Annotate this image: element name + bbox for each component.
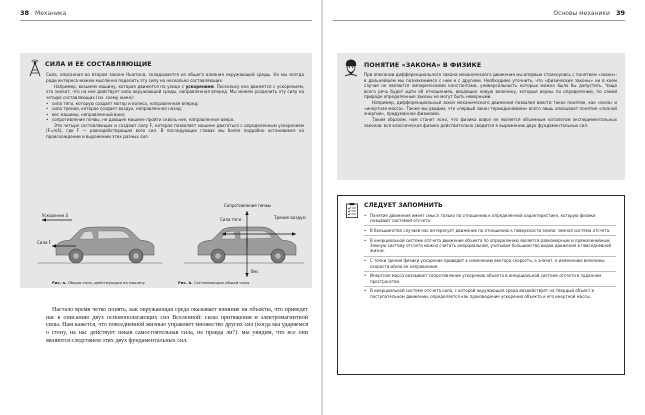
remember-title: СЛЕДУЕТ ЗАПОМНИТЬ <box>364 202 443 209</box>
caption-a-label: Рис. a. <box>52 280 67 285</box>
label-weight: Вес <box>251 269 259 274</box>
list-item: • В большинстве случаев нас интересует движение по отношению к поверхности земли: земная система отсчета. <box>364 228 616 236</box>
force-box-para3: Эти четыре составляющих и создают силу F, которая позволяет машине двигаться с определенным ускорением (F=mā), где F — равнодействующая всех сил. В последующих главах мы более подробно остановимся на происхождении и выражении этих разных сил. <box>46 122 304 140</box>
left-section-title: Механика <box>35 10 67 17</box>
label-ground-resistance: Сопротивление почвы <box>224 203 272 208</box>
force-box-para2-start: Например, возьмем машину, которая движется по улице с <box>54 83 186 89</box>
car-diagrams-svg <box>34 201 306 283</box>
caption-a-text: Общая сила, действующая на машину <box>67 280 145 285</box>
law-box-para3: Таким образом, нам станет ясно, что физика вовсе не является объемным каталогом экспериментальных законов: вся классическая физика действительно сводится к выражению двух фундаментальных сил. <box>364 117 617 128</box>
left-running-header <box>20 9 66 17</box>
caption-figure-b <box>178 280 249 285</box>
force-components-list <box>46 101 304 123</box>
force-box-para2-end: . Поскольку оно движется с ускорением, это значит, что на нее действует сила окружающей среды, направленная вперед. Мы можем разделить эту силу на четыре составляющих (см. схему ниже): <box>46 83 304 100</box>
list-item: • В инерциальной системе отсчета движение объекта по определению является равномерным и прямолинейным. Земную систему отсчета можно считать инерциальной, учитывая большинство видов движения в повседневной жизни. <box>364 238 616 257</box>
label-acceleration: Ускорение ā <box>42 213 68 218</box>
left-header-rule <box>20 20 312 21</box>
figure-a-car <box>38 227 162 263</box>
caption-figure-a <box>52 280 145 285</box>
list-item: • сила тяги, которую создает мотор и колеса, направленная вперед; <box>46 101 304 107</box>
force-components-box <box>20 53 312 288</box>
label-air-drag-text: Трение воздуха <box>274 215 306 220</box>
law-box-para2: Например, дифференциальный закон механического движения позволил ввести такое понятие, как «сила» и «инертная масса». Также мы увидим, что «первый закон термодинамики» всего лишь описывает понятие «полной энергии», придуманное физиками. <box>364 100 617 117</box>
caption-b-text: Составляющие общей силы <box>193 280 250 285</box>
list-item: • сопротивление почвы, не дающее машине пройти сквозь нее, направленное вверх. <box>46 117 304 123</box>
label-air-drag <box>273 215 306 220</box>
left-page-number: 38 <box>20 9 30 17</box>
acceleration-arrow <box>42 218 72 221</box>
left-body-text: Настало время четко понять, как окружающая среда оказывает влияние на объекты, что приведет нас к описанию двух основополагающих сил Вселенной: силы притяжения и электромагнитной силы. Нам кажется, что повседневной жизнью управляет множество других сил (когда мы ударяемся о стену, на нас действует некая самостоятельная сила, не правда ли?): мы увидим, что все они являются следствием этих двух фундаментальных сил. <box>46 307 308 344</box>
caption-b-label: Рис. b. <box>178 280 193 285</box>
force-box-text <box>46 72 304 140</box>
left-page <box>0 0 322 415</box>
right-section-title: Основы механики <box>553 10 610 17</box>
law-box-para1: При описании дифференциального закона механического движения мы впервые столкнулись с понятием «закон»: в дальнейшем мы познакомимся с ним и с другими. Необходимо уточнить, что «физические законы» ни в коем случае не являются эмпирическими константами, универсальность которых можно было бы допустить. Чаще всего речь будет идти об отношениях, вводящих новую величину, которые верны по определению, по самой природе определенные законы не могут быть неверными. <box>364 72 617 100</box>
remember-box <box>337 195 625 375</box>
label-net-force: Сила F <box>37 240 51 245</box>
figure-b-car <box>184 227 304 263</box>
right-running-header <box>553 9 625 17</box>
force-box-title: СИЛА И ЕЕ СОСТАВЛЯЮЩИЕ <box>45 61 152 68</box>
list-item: • вес машины, направленный вниз; <box>46 112 304 118</box>
right-header-rule <box>333 20 625 21</box>
physicist-head-icon <box>342 58 360 77</box>
label-thrust: Сила тяги <box>220 217 242 222</box>
checklist-icon <box>346 203 358 218</box>
right-page-number: 39 <box>615 9 625 17</box>
list-item: • С точки зрения физики ускорение приводит к изменению вектора скорости, а значит, к изменению величины скорости и/или ее направления. <box>364 258 616 271</box>
list-item: • Инертная масса оказывает сопротивление ускорению объекта в инерциальной системе отсчета в заданном пространстве. <box>364 273 616 286</box>
right-page <box>323 0 645 415</box>
law-box-title: ПОНЯТИЕ «ЗАКОНА» В ФИЗИКЕ <box>364 62 482 69</box>
force-box-para1: Сила, описанная во втором законе Ньютона, складывается из общего влияния окружающей среды. Но мы всегда ради интереса можем мысленно поделить эту силу на несколько составляющих. <box>46 72 304 83</box>
acceleration-term: ускорением <box>185 83 214 89</box>
list-item: • В инерциальной системе отсчета сила, с которой окружающая среда воздействует на твердый объект в поступательном движении, определяется как произведение ускорения объекта и его инертной массы. <box>364 288 616 300</box>
remember-list <box>364 213 616 302</box>
law-concept-box <box>337 53 625 180</box>
list-item: • сила трения, которое создает воздух, направленная назад; <box>46 106 304 112</box>
antenna-icon <box>27 59 43 77</box>
list-item: • Понятие движения имеет смысл только по отношению к определенной характеристике, которую физики называют системой отсчета. <box>364 213 616 226</box>
car-force-figures <box>34 201 306 283</box>
law-box-text <box>364 72 617 129</box>
force-box-para2 <box>46 84 304 101</box>
